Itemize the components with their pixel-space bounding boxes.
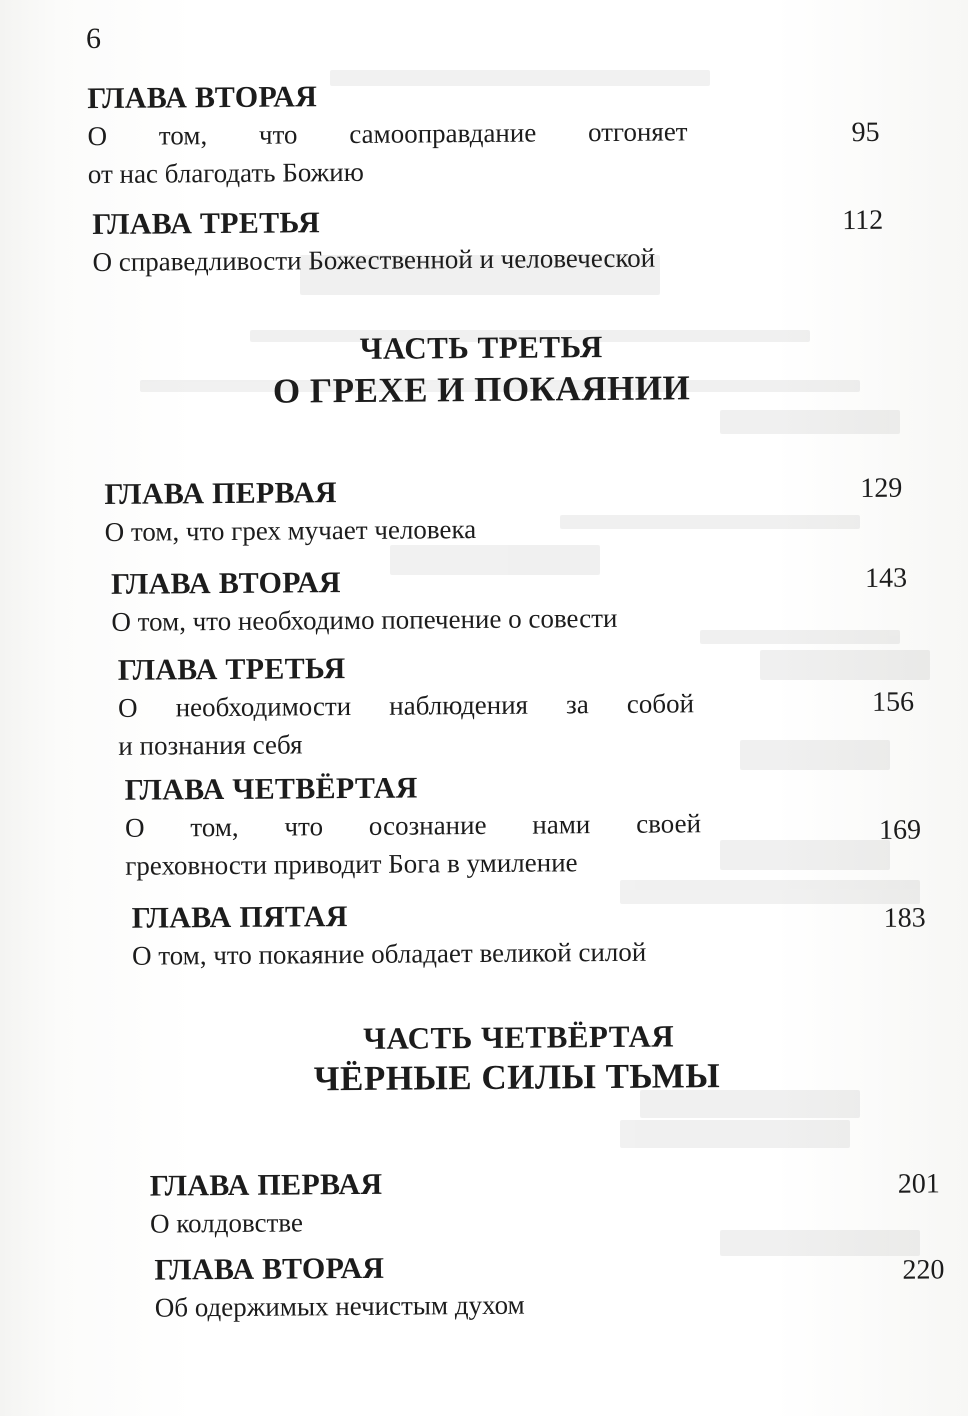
part-label: ЧАСТЬ ЧЕТВЁРТАЯ (362, 1018, 675, 1056)
toc-entry (125, 768, 702, 885)
page-ref: 112 (842, 204, 884, 237)
chapter-heading: ГЛАВА ВТОРАЯ (87, 80, 318, 116)
toc-entry (118, 648, 695, 765)
chapter-heading: ГЛАВА ЧЕТВЁРТАЯ (124, 771, 418, 807)
chapter-title-line: от нас благодать Божию (87, 156, 364, 190)
toc-entry (111, 561, 812, 640)
chapter-heading: ГЛАВА ПЕРВАЯ (104, 476, 338, 511)
page-number: 6 (86, 22, 101, 55)
chapter-heading: ГЛАВА ВТОРАЯ (110, 566, 342, 601)
chapter-title-line: О справедливости Божественной и человеческой (92, 242, 656, 278)
chapter-heading: ГЛАВА ПЯТАЯ (131, 900, 348, 935)
toc-entry (150, 1164, 751, 1243)
chapter-title-line: О том, что грех мучает человека (104, 514, 477, 547)
chapter-heading: ГЛАВА ТРЕТЬЯ (117, 652, 346, 687)
page-ref: 143 (864, 562, 908, 594)
toc-entry (87, 76, 688, 193)
toc-entry (92, 202, 793, 281)
part-label: ЧАСТЬ ТРЕТЬЯ (359, 329, 603, 366)
chapter-title-line: О том, что необходимо попечение о совести (111, 602, 618, 637)
chapter-title-line: О колдовстве (149, 1207, 304, 1239)
page-ref: 169 (878, 814, 922, 846)
chapter-title-line: О том, что осознание нами своей (124, 808, 702, 843)
chapter-title-line: О необходимости наблюдения за собой (117, 688, 695, 723)
toc-entry (132, 895, 853, 975)
chapter-title-line: Об одержимых нечистым духом (154, 1289, 525, 1323)
chapter-title-line: О том, что покаяние обладает великой силой (131, 936, 647, 971)
page-ref: 220 (902, 1254, 945, 1286)
chapter-title-line: О том, что самооправдание отгоняет (87, 116, 688, 152)
chapter-title-line: греховности приводит Бога в умиление (125, 847, 578, 881)
part-title: ЧЁРНЫЕ СИЛЫ ТЬМЫ (313, 1056, 721, 1099)
chapter-title-line: и познания себя (118, 729, 303, 761)
page-ref: 156 (871, 686, 915, 718)
page-ref: 201 (897, 1168, 940, 1200)
chapter-heading: ГЛАВА ТРЕТЬЯ (92, 206, 321, 242)
page-ref: 183 (883, 902, 926, 934)
toc-entry (154, 1248, 755, 1327)
toc-entry (104, 471, 805, 550)
chapter-heading: ГЛАВА ПЕРВАЯ (149, 1167, 383, 1203)
part-title: О ГРЕХЕ И ПОКАЯНИИ (272, 368, 691, 411)
page-ref: 95 (851, 116, 880, 149)
chapter-heading: ГЛАВА ВТОРАЯ (154, 1251, 385, 1287)
page-ref: 129 (860, 472, 903, 505)
